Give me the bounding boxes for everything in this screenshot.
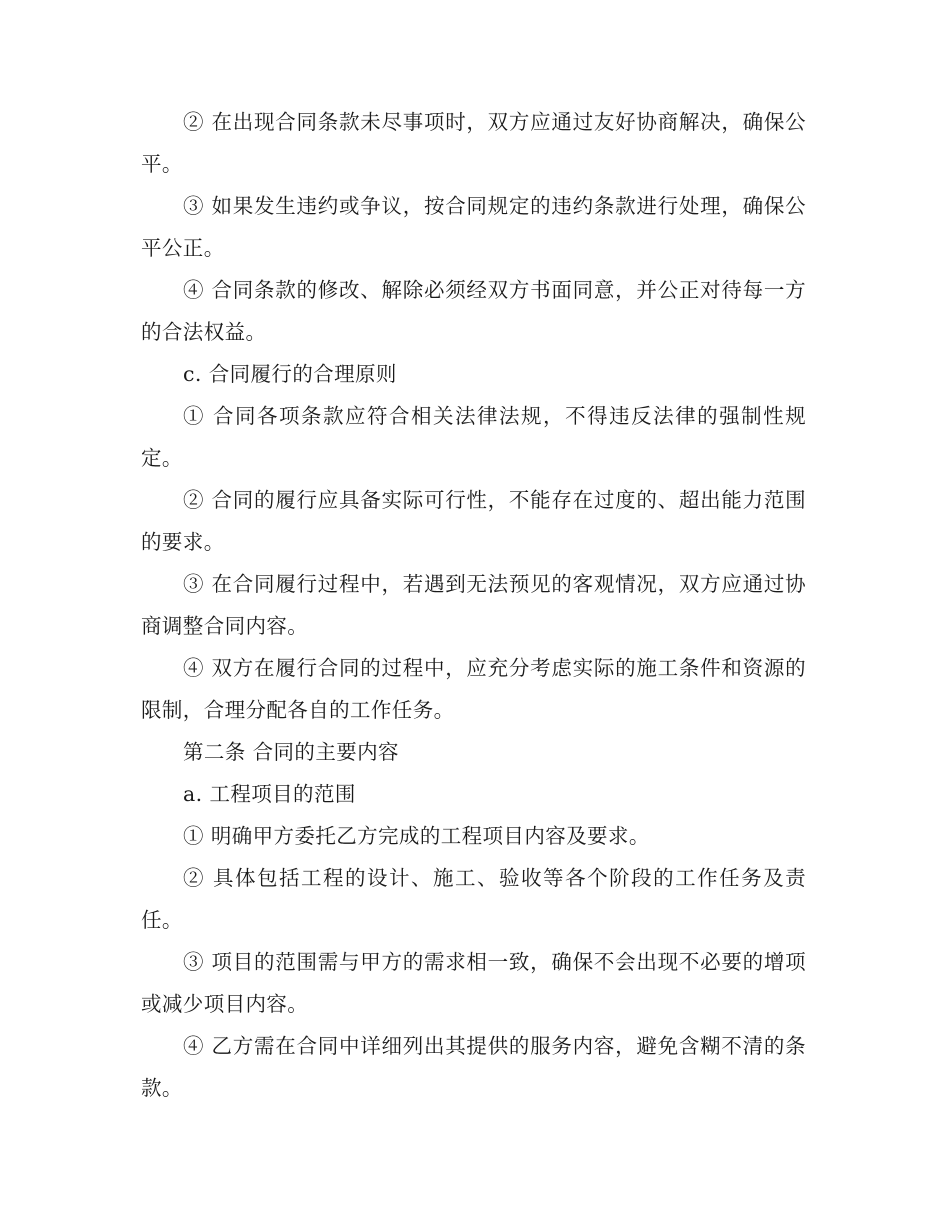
clause-paragraph: ② 在出现合同条款未尽事项时，双方应通过友好协商解决，确保公平。	[141, 110, 806, 176]
clause-paragraph: ② 合同的履行应具备实际可行性，不能存在过度的、超出能力范围的要求。	[141, 488, 806, 554]
clause-paragraph: ③ 项目的范围需与甲方的需求相一致，确保不会出现不必要的增项或减少项目内容。	[141, 950, 806, 1016]
clause-paragraph: ④ 双方在履行合同的过程中，应充分考虑实际的施工条件和资源的限制，合理分配各自的工作任务。	[141, 656, 806, 722]
clause-paragraph: ② 具体包括工程的设计、施工、验收等各个阶段的工作任务及责任。	[141, 866, 806, 932]
clause-paragraph: ③ 在合同履行过程中，若遇到无法预见的客观情况，双方应通过协商调整合同内容。	[141, 572, 806, 638]
clause-paragraph: ① 明确甲方委托乙方完成的工程项目内容及要求。	[183, 824, 650, 848]
section-subheading: a. 工程项目的范围	[183, 782, 356, 806]
clause-paragraph: ④ 合同条款的修改、解除必须经双方书面同意，并公正对待每一方的合法权益。	[141, 278, 806, 344]
clause-paragraph: ③ 如果发生违约或争议，按合同规定的违约条款进行处理，确保公平公正。	[141, 194, 806, 260]
document-page	[141, 101, 806, 1109]
clause-paragraph: ① 合同各项条款应符合相关法律法规，不得违反法律的强制性规定。	[141, 404, 806, 470]
section-subheading: c. 合同履行的合理原则	[183, 362, 397, 386]
article-heading: 第二条 合同的主要内容	[183, 740, 399, 764]
clause-paragraph: ④ 乙方需在合同中详细列出其提供的服务内容，避免含糊不清的条款。	[141, 1034, 806, 1100]
